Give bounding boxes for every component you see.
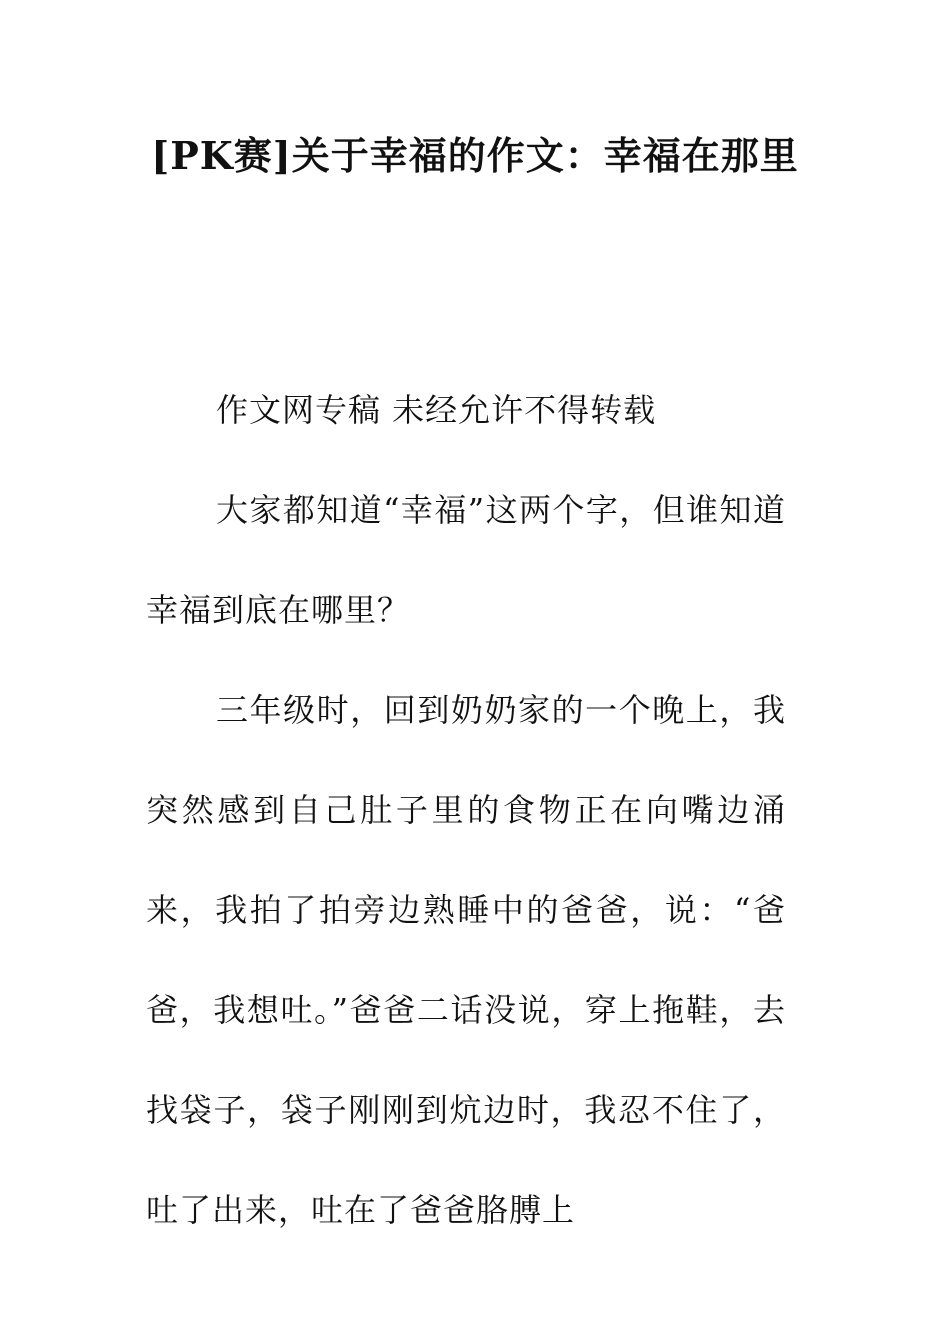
paragraph-copyright-note: 作文网专稿 未经允许不得转载 <box>216 391 657 429</box>
document-title: [PK赛]关于幸福的作文：幸福在那里 <box>151 133 799 178</box>
paragraph-intro: 大家都知道“幸福”这两个字，但谁知道幸福到底在哪里？ <box>146 491 786 629</box>
document-body <box>146 360 786 1260</box>
paragraph-story: 三年级时，回到奶奶家的一个晚上，我突然感到自己肚子里的食物正在向嘴边涌来，我拍了拍旁边熟睡中的爸爸，说：“爸爸，我想吐。”爸爸二话没说，穿上拖鞋，去找袋子，袋子刚刚到炕边时，我忍不住了，吐了出来，吐在了爸爸胳膊上 <box>146 691 786 1229</box>
